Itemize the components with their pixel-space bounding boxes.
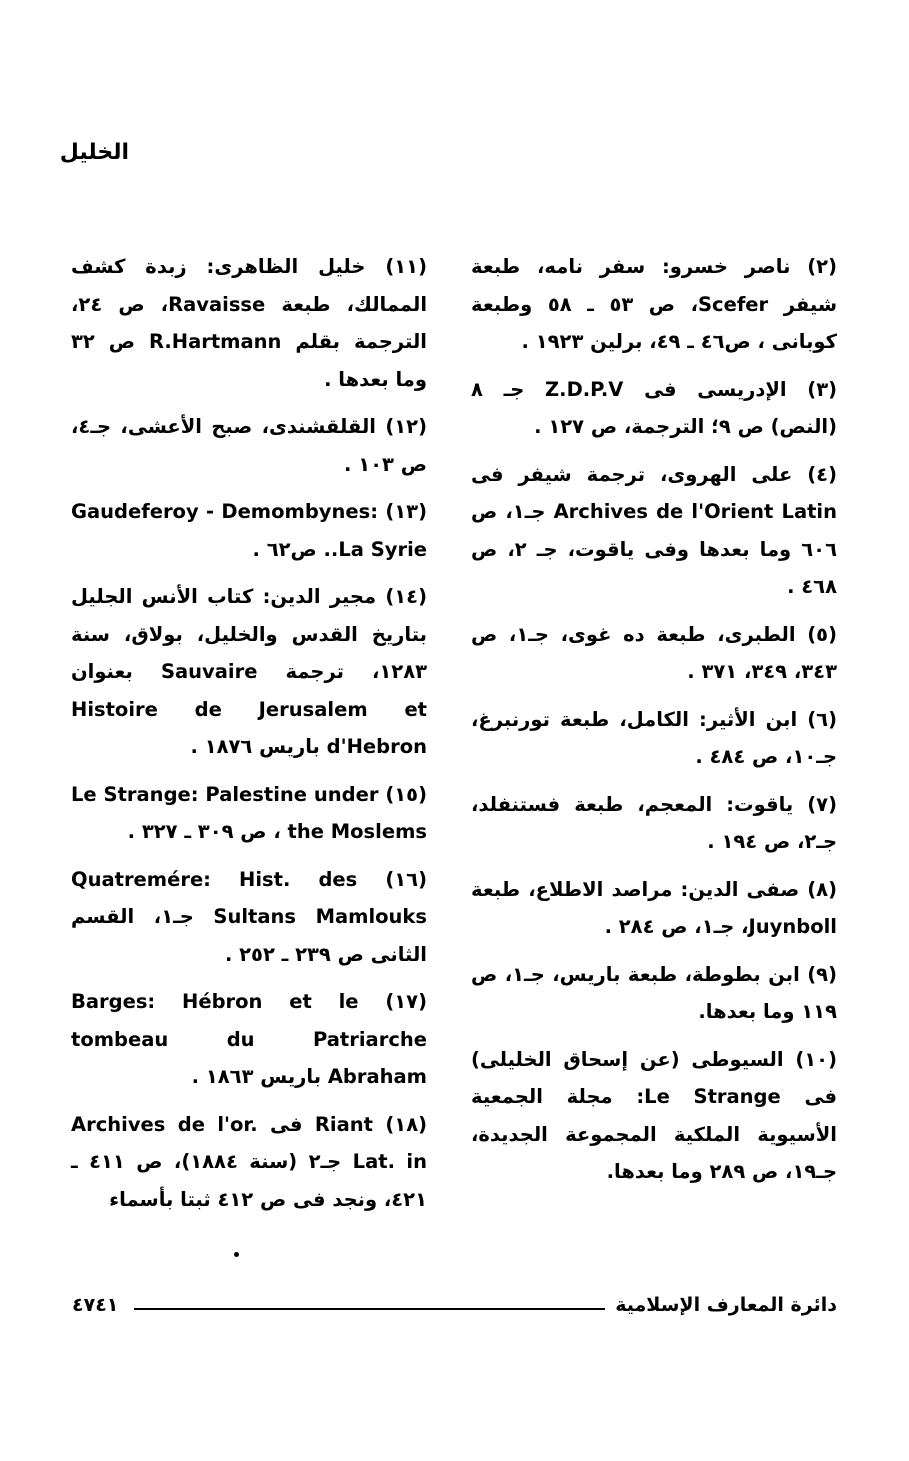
footnote-9: (٩) ابن بطوطة، طبعة باريس، جـ١، ص ١١٩ وما بعدها. — [471, 962, 837, 1023]
page-footer — [72, 1294, 837, 1324]
footnote-11: (١١) خليل الظاهرى: زبدة كشف الممالك، طبعة Ravaisse، ص ٢٤، الترجمة بقلم R.Hartmann ص ٣٢ وما بعدها . — [71, 255, 427, 391]
footnote-10: (١٠) السيوطى (عن إسحاق الخليلى) فى Le Strange: مجلة الجمعية الأسيوية الملكية المجموعة الجديدة، جـ١٩، ص ٢٨٩ وما بعدها. — [471, 1047, 837, 1183]
page-number: ٤٧٤١ — [72, 1294, 119, 1316]
footnote-6: (٦) ابن الأثير: الكامل، طبعة تورنبرغ، جـ١٠، ص ٤٨٤ . — [471, 707, 837, 768]
footer-rule — [134, 1308, 605, 1310]
footnote-15: (١٥) Le Strange: Palestine under the Moslems ، ص ٣٠٩ ـ ٣٢٧ . — [71, 782, 427, 843]
footnote-8: (٨) صفى الدين: مراصد الاطلاع، طبعة Juynboll، جـ١، ص ٢٨٤ . — [471, 877, 837, 938]
footnote-16: (١٦) Quatremére: Hist. des Sultans Mamlouks جـ١، القسم الثانى ص ٢٣٩ ـ ٢٥٢ . — [71, 867, 427, 966]
footnote-7: (٧) ياقوت: المعجم، طبعة فستنفلد، جـ٢، ص ١٩٤ . — [471, 792, 837, 853]
footnote-18: (١٨) Riant فى Archives de l'or. Lat. in جـ٢ (سنة ١٨٨٤)، ص ٤١١ ـ ٤٢١، ونجد فى ص ٤١٢ ثبتا بأسماء — [71, 1112, 428, 1211]
footnote-14: (١٤) مجير الدين: كتاب الأنس الجليل بتاريخ القدس والخليل، بولاق، سنة ١٢٨٣، ترجمة Sauvaire بعنوان Histoire de Jerusalem et d'Hebron باريس ١٨٧٦ . — [71, 585, 428, 758]
footnote-2: (٢) ناصر خسرو: سفر نامه، طبعة شيفر Scefer، ص ٥٣ ـ ٥٨ وطبعة كوبانى ، ص٤٦ ـ ٤٩، برلين ١٩٢٣ . — [471, 255, 838, 353]
footnote-17: (١٧) Barges: Hébron et le tombeau du Patriarche Abraham باريس ١٨٦٣ . — [71, 990, 427, 1088]
continuation-dot — [234, 1252, 239, 1257]
footnote-4: (٤) على الهروى، ترجمة شيفر فى Archives de l'Orient Latin جـ١، ص ٦٠٦ وما بعدها وفى ياقوت، جـ ٢، ص ٤٦٨ . — [471, 462, 837, 598]
footnote-5: (٥) الطبرى، طبعة ده غوى، جـ١، ص ٣٤٣، ٣٤٩، ٣٧١ . — [471, 622, 837, 683]
footnote-12: (١٢) القلقشندى، صبح الأعشى، جـ٤، ص ١٠٣ . — [71, 415, 427, 476]
footnote-3: (٣) الإدريسى فى Z.D.P.V جـ ٨ (النص) ص ٩؛ الترجمة، ص ١٢٧ . — [471, 377, 838, 438]
footnote-13: (١٣) Gaudeferoy - Demombynes: La Syrie.. ص٦٢ . — [71, 500, 427, 561]
notes-column-left — [71, 248, 427, 1228]
footer-encyclopedia-title: دائرة المعارف الإسلامية — [615, 1294, 837, 1316]
page-header-title: الخليل — [59, 140, 129, 165]
notes-column-right — [471, 248, 837, 1201]
